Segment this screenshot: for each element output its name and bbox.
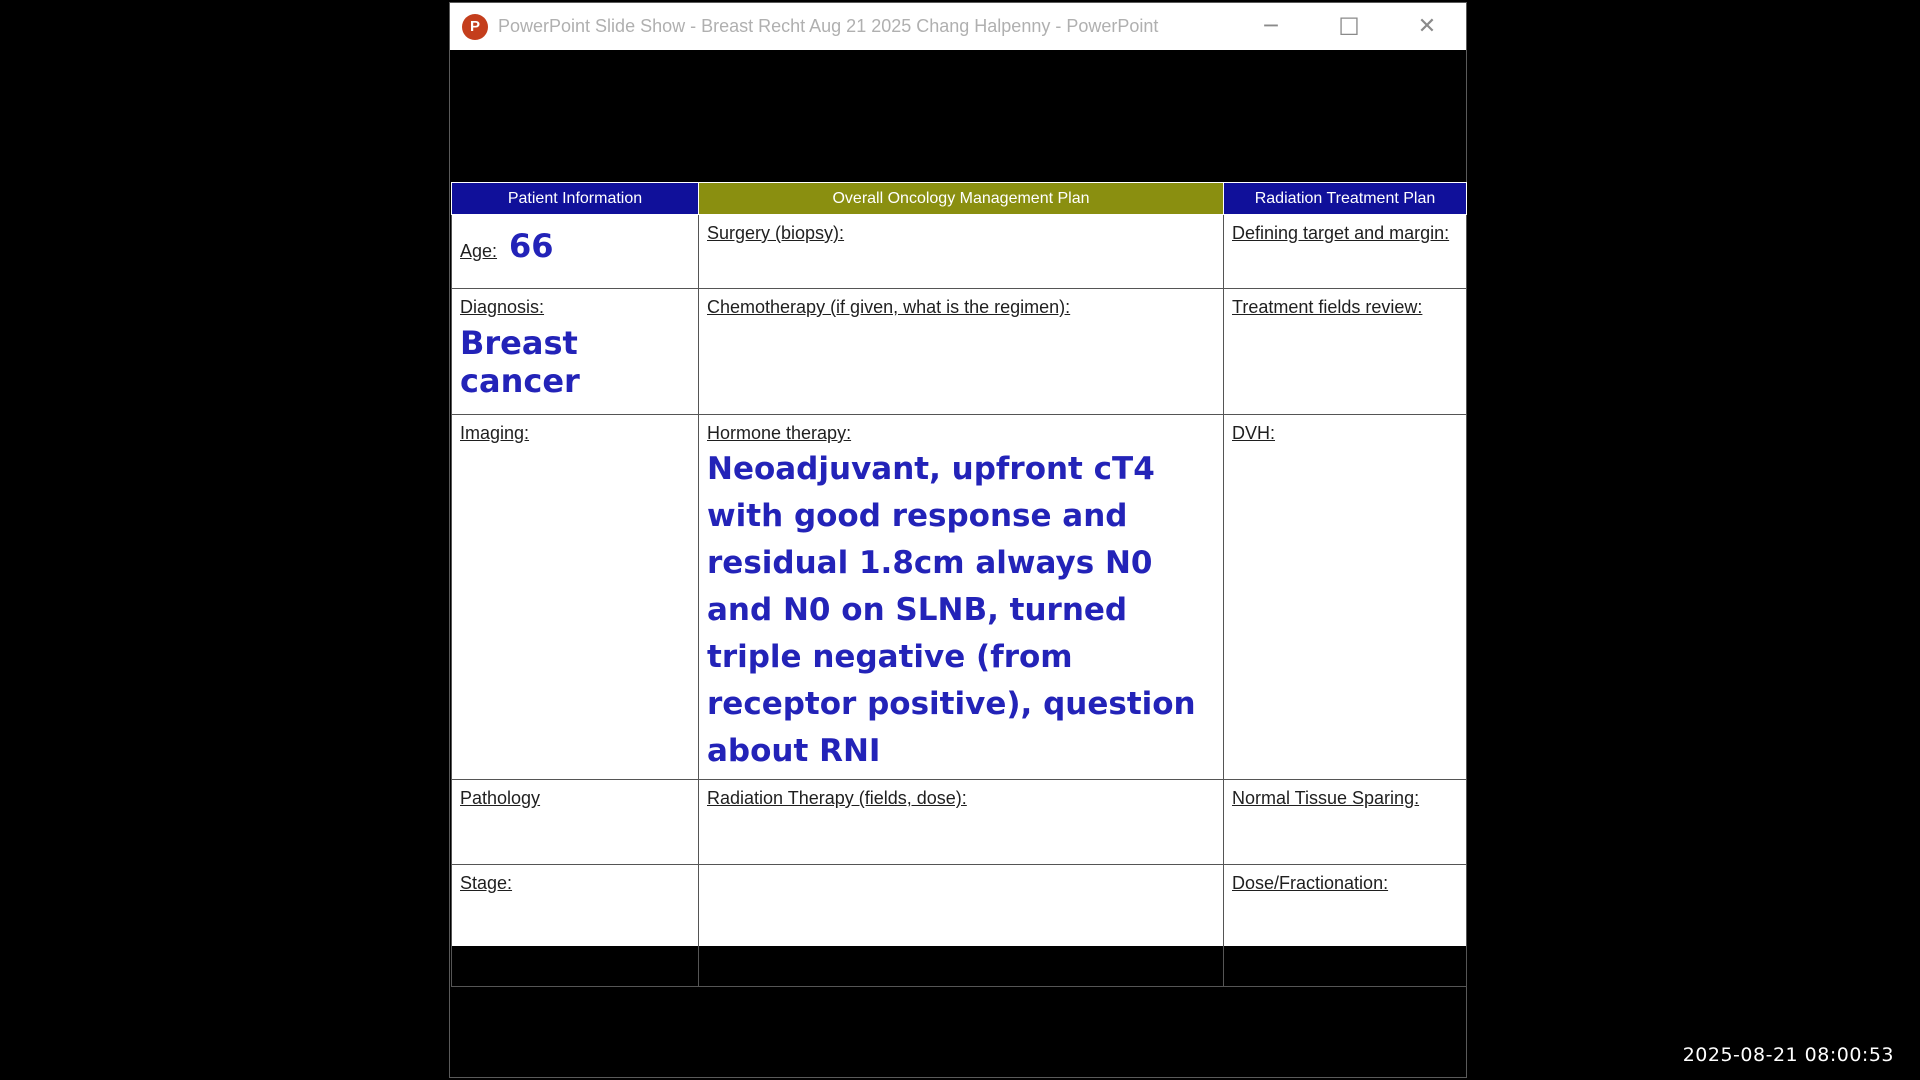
table-row	[452, 780, 1467, 865]
case-table	[451, 182, 1467, 987]
close-icon[interactable]: ✕	[1417, 14, 1437, 39]
hormone-therapy-value: Neoadjuvant, upfront cT4 with good response and residual 1.8cm always N0 and N0 on SLNB, turned triple negative (from receptor positive), question about RNI	[707, 451, 1196, 769]
normal-tissue-label: Normal Tissue Sparing:	[1232, 788, 1420, 808]
header-oncology-plan: Overall Oncology Management Plan	[699, 183, 1224, 215]
cell-hormone-therapy	[699, 415, 1224, 780]
dose-fractionation-label: Dose/Fractionation:	[1232, 873, 1389, 893]
chemotherapy-label: Chemotherapy (if given, what is the regimen):	[707, 297, 1071, 317]
cell-dose-fractionation	[1224, 865, 1467, 987]
dvh-label: DVH:	[1232, 423, 1276, 443]
cell-surgery	[699, 215, 1224, 289]
cell-imaging	[452, 415, 699, 780]
imaging-label: Imaging:	[460, 423, 530, 443]
cell-dvh	[1224, 415, 1467, 780]
title-bar[interactable]	[450, 3, 1466, 50]
cell-pathology	[452, 780, 699, 865]
surgery-label: Surgery (biopsy):	[707, 223, 845, 243]
powerpoint-icon: P	[462, 14, 488, 40]
cell-fields-review	[1224, 289, 1467, 415]
table-row	[452, 415, 1467, 780]
age-value: 66	[509, 227, 554, 265]
diagnosis-value: Breast cancer	[460, 324, 580, 400]
cell-stage	[452, 865, 699, 987]
header-radiation-plan: Radiation Treatment Plan	[1224, 183, 1467, 215]
cell-target-margin	[1224, 215, 1467, 289]
slideshow-window	[449, 2, 1467, 1078]
slide-canvas[interactable]	[451, 182, 1466, 946]
table-row	[452, 215, 1467, 289]
cell-normal-tissue	[1224, 780, 1467, 865]
radiation-therapy-label: Radiation Therapy (fields, dose):	[707, 788, 967, 808]
header-patient-information: Patient Information	[452, 183, 699, 215]
table-row	[452, 289, 1467, 415]
stage-label: Stage:	[460, 873, 513, 893]
cell-age	[452, 215, 699, 289]
hormone-therapy-label: Hormone therapy:	[707, 423, 852, 443]
cell-radiation-therapy	[699, 780, 1224, 865]
cell-chemotherapy	[699, 289, 1224, 415]
table-row	[452, 865, 1467, 987]
video-timestamp: 2025-08-21 08:00:53	[1682, 1044, 1894, 1066]
window-title: PowerPoint Slide Show - Breast Recht Aug 21 2025 Chang Halpenny - PowerPoint	[498, 16, 1159, 36]
age-label: Age:	[460, 241, 498, 261]
maximize-icon[interactable]: ☐	[1338, 12, 1360, 41]
target-margin-label: Defining target and margin:	[1232, 223, 1450, 243]
cell-empty	[699, 865, 1224, 987]
diagnosis-label: Diagnosis:	[460, 297, 545, 317]
fields-review-label: Treatment fields review:	[1232, 297, 1423, 317]
cell-diagnosis	[452, 289, 699, 415]
pathology-label: Pathology	[460, 788, 541, 808]
minimize-icon[interactable]: ─	[1264, 14, 1278, 39]
